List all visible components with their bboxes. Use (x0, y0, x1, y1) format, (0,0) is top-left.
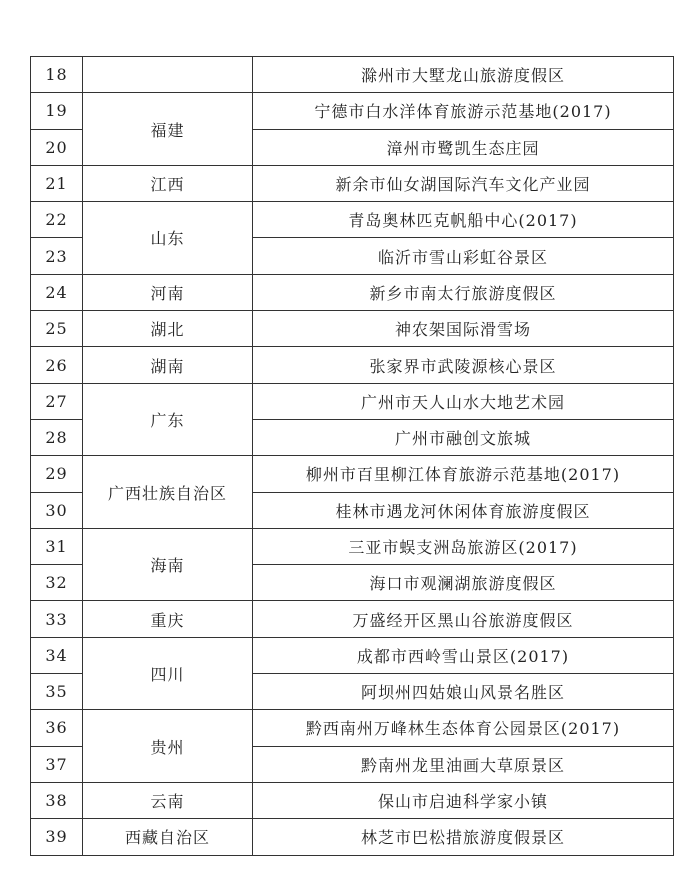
row-number: 33 (31, 601, 83, 637)
table-row (31, 165, 674, 201)
site-name-cell: 林芝市巴松措旅游度假景区 (253, 819, 674, 855)
table-row (31, 274, 674, 310)
row-number: 18 (31, 57, 83, 93)
province-cell: 湖南 (83, 347, 253, 383)
province-cell: 河南 (83, 274, 253, 310)
site-name-cell: 滁州市大墅龙山旅游度假区 (253, 57, 674, 93)
row-number: 25 (31, 311, 83, 347)
site-name-cell: 保山市启迪科学家小镇 (253, 782, 674, 818)
row-number: 38 (31, 782, 83, 818)
row-number: 37 (31, 746, 83, 782)
row-number: 29 (31, 456, 83, 492)
table-row (31, 819, 674, 855)
province-cell: 四川 (83, 637, 253, 710)
site-name-cell: 漳州市鹭凯生态庄园 (253, 129, 674, 165)
row-number: 39 (31, 819, 83, 855)
table-row (31, 347, 674, 383)
province-cell: 贵州 (83, 710, 253, 783)
site-name-cell: 柳州市百里柳江体育旅游示范基地(2017) (253, 456, 674, 492)
site-name-cell: 黔西南州万峰林生态体育公园景区(2017) (253, 710, 674, 746)
table-row (31, 93, 674, 129)
site-name-cell: 宁德市白水洋体育旅游示范基地(2017) (253, 93, 674, 129)
site-name-cell: 广州市融创文旅城 (253, 419, 674, 455)
row-number: 26 (31, 347, 83, 383)
row-number: 24 (31, 274, 83, 310)
site-name-cell: 成都市西岭雪山景区(2017) (253, 637, 674, 673)
province-cell: 山东 (83, 202, 253, 275)
table-row (31, 383, 674, 419)
table-row (31, 637, 674, 673)
site-name-cell: 阿坝州四姑娘山风景名胜区 (253, 674, 674, 710)
site-name-cell: 青岛奥林匹克帆船中心(2017) (253, 202, 674, 238)
province-cell: 福建 (83, 93, 253, 166)
row-number: 27 (31, 383, 83, 419)
row-number: 34 (31, 637, 83, 673)
province-cell: 云南 (83, 782, 253, 818)
row-number: 20 (31, 129, 83, 165)
table-row (31, 601, 674, 637)
site-name-cell: 海口市观澜湖旅游度假区 (253, 565, 674, 601)
site-name-cell: 张家界市武陵源核心景区 (253, 347, 674, 383)
site-name-cell: 黔南州龙里油画大草原景区 (253, 746, 674, 782)
row-number: 22 (31, 202, 83, 238)
row-number: 30 (31, 492, 83, 528)
sites-table (30, 56, 674, 856)
province-cell: 湖北 (83, 311, 253, 347)
row-number: 23 (31, 238, 83, 274)
site-name-cell: 临沂市雪山彩虹谷景区 (253, 238, 674, 274)
table-row (31, 782, 674, 818)
province-cell: 西藏自治区 (83, 819, 253, 855)
table-row (31, 311, 674, 347)
row-number: 36 (31, 710, 83, 746)
site-name-cell: 桂林市遇龙河休闲体育旅游度假区 (253, 492, 674, 528)
table-row (31, 456, 674, 492)
site-name-cell: 万盛经开区黑山谷旅游度假区 (253, 601, 674, 637)
province-cell: 江西 (83, 165, 253, 201)
site-name-cell: 新余市仙女湖国际汽车文化产业园 (253, 165, 674, 201)
row-number: 32 (31, 565, 83, 601)
row-number: 35 (31, 674, 83, 710)
table-body (31, 57, 674, 856)
row-number: 31 (31, 528, 83, 564)
site-name-cell: 新乡市南太行旅游度假区 (253, 274, 674, 310)
province-cell: 广西壮族自治区 (83, 456, 253, 529)
row-number: 19 (31, 93, 83, 129)
site-name-cell: 神农架国际滑雪场 (253, 311, 674, 347)
row-number: 21 (31, 165, 83, 201)
province-cell: 广东 (83, 383, 253, 456)
table-row (31, 710, 674, 746)
table-row (31, 202, 674, 238)
province-cell: 海南 (83, 528, 253, 601)
row-number: 28 (31, 419, 83, 455)
site-name-cell: 广州市天人山水大地艺术园 (253, 383, 674, 419)
province-cell: 重庆 (83, 601, 253, 637)
site-name-cell: 三亚市蜈支洲岛旅游区(2017) (253, 528, 674, 564)
province-cell (83, 57, 253, 93)
table-row (31, 57, 674, 93)
table-row (31, 528, 674, 564)
